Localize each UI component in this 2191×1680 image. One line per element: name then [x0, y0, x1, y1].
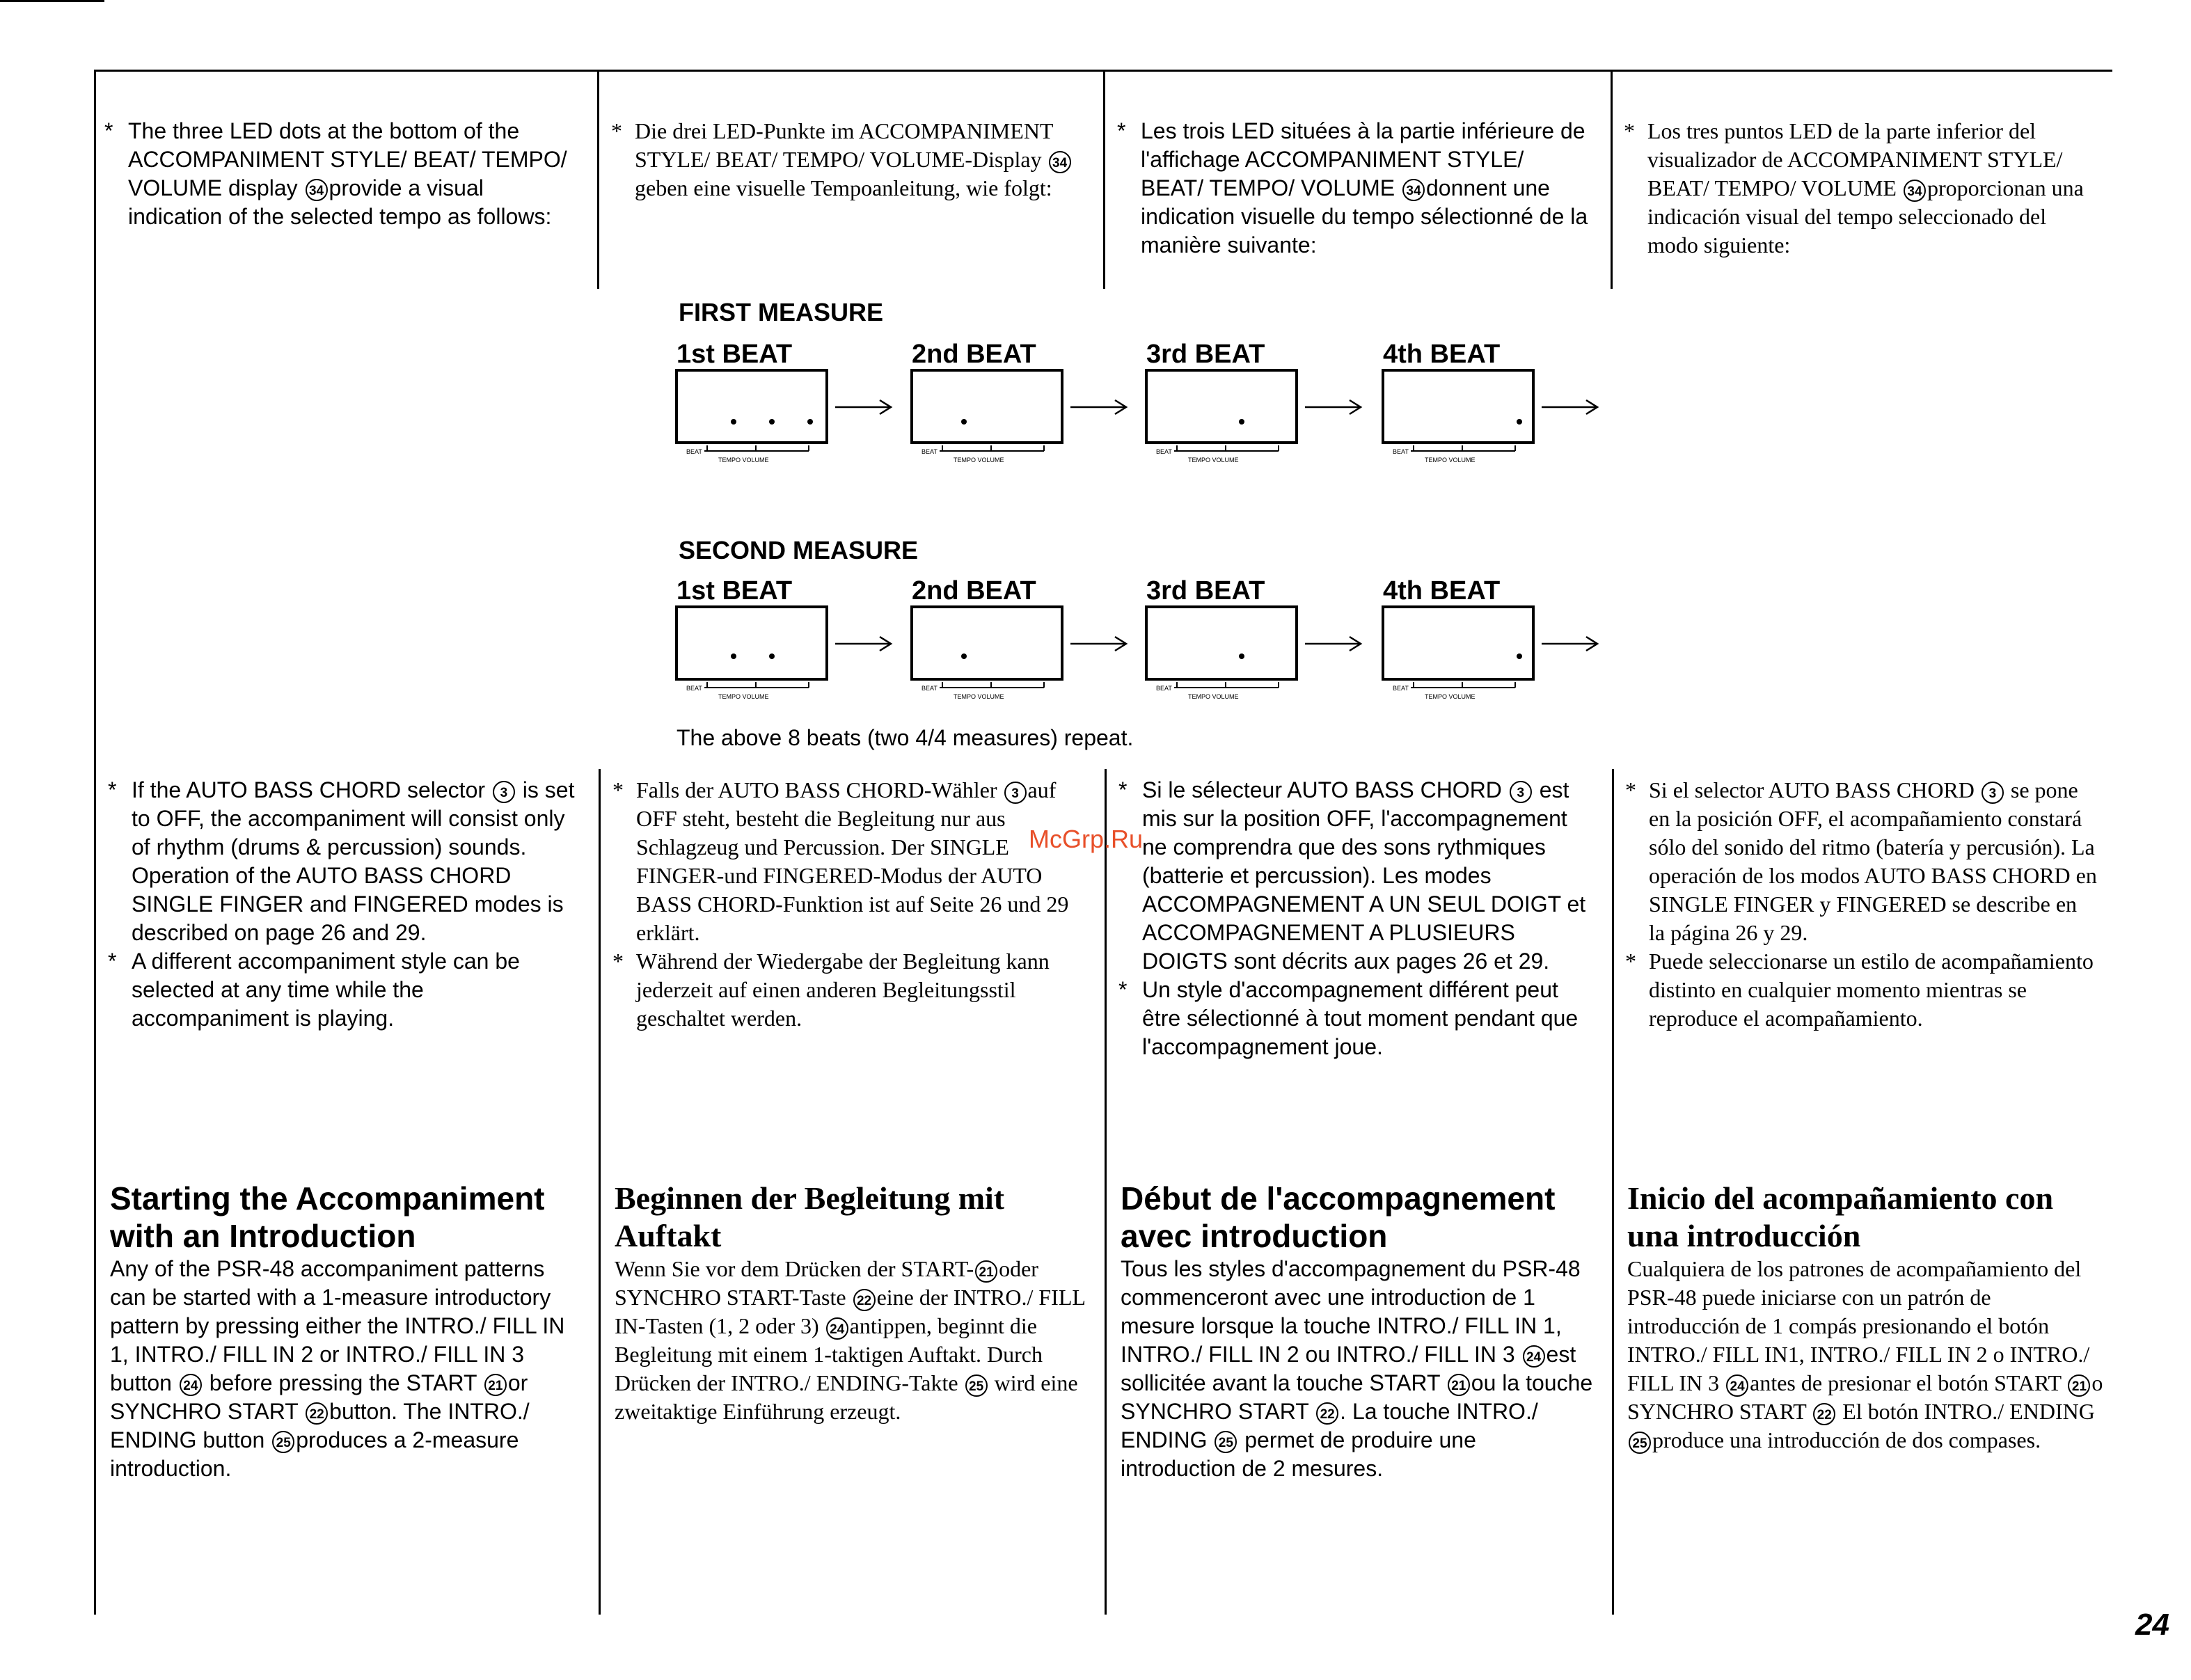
beat-label: 4th BEAT [1383, 576, 1501, 605]
divider-en-de-top [597, 70, 599, 289]
english-tempo-column [104, 117, 578, 231]
led-dot [731, 419, 736, 425]
next-beat-arrow-icon [834, 633, 893, 654]
spanish-abc-column [1625, 776, 2098, 1033]
french-intro-section [1121, 1180, 1594, 1483]
led-display-box [1145, 369, 1298, 444]
next-beat-arrow-icon [1304, 397, 1363, 418]
led-display-box [1382, 369, 1535, 444]
beat-tempo-scale [1393, 445, 1532, 466]
led-dot [769, 419, 775, 425]
english-tempo-bullet: * The three LED dots at the bottom of the ACCOMPANIMENT STYLE/ BEAT/ TEMPO/ VOLUME display 34 provide a visual indication of the selected tempo as follows: [104, 118, 567, 229]
left-margin-line [94, 70, 96, 1615]
german-intro-section [615, 1180, 1088, 1426]
svg-text:TEMPO VOLUME: TEMPO VOLUME [1425, 457, 1476, 463]
divider-de-fr-bottom [1105, 769, 1107, 1615]
french-intro-heading: Début de l'accompagnement avec introduction [1121, 1180, 1556, 1254]
french-abc-bullet: * Si le sélecteur AUTO BASS CHORD 3 est mis sur la position OFF, l'accompagnement ne comprendra que des sons rythmiques (batterie et percussion). Les modes ACCOMPAGNEMENT A UN SEUL DOIGT et ACCOMPAGNEMENT A PLUSIEURS DOIGTS sont décrits aux pages 26 et 29. [1118, 777, 1586, 974]
beat-tempo-scale [922, 682, 1061, 703]
next-beat-arrow-icon [1540, 633, 1599, 654]
divider-fr-es-bottom [1612, 769, 1614, 1615]
german-abc-bullet: * Falls der AUTO BASS CHORD-Wähler 3 auf OFF steht, besteht die Begleitung nur aus Schlagzeug und Percussion. Der SINGLE FINGER-und FINGERED-Modus der AUTO BASS CHORD-Funktion ist auf Seite 26 und 29 erklärt. [612, 777, 1069, 945]
beat-label: 1st BEAT [677, 340, 793, 369]
svg-text:BEAT: BEAT [1393, 448, 1409, 455]
english-abc-bullet: * If the AUTO BASS CHORD selector 3 is set to OFF, the accompaniment will consist only of rhythm (drums & percussion) sounds. Operation of the AUTO BASS CHORD SINGLE FINGER and FINGERED modes is described on page 26 and 29. [108, 777, 575, 945]
beat-tempo-scale [1393, 682, 1532, 703]
corner-mark [0, 0, 104, 2]
svg-text:BEAT: BEAT [1393, 685, 1409, 692]
svg-text:BEAT: BEAT [1156, 448, 1172, 455]
beat-tempo-scale [1156, 682, 1295, 703]
watermark: McGrp.Ru [1029, 825, 1144, 853]
next-beat-arrow-icon [1069, 397, 1128, 418]
french-style-bullet: * Un style d'accompagnement différent peut être sélectionné à tout moment pendant que l'accompagnement joue. [1118, 977, 1579, 1059]
beat-tempo-scale [686, 682, 825, 703]
german-style-bullet: * Während der Wiedergabe der Begleitung kann jederzeit auf einen anderen Begleitungsstil geschaltet werden. [612, 949, 1050, 1031]
beat-label: 3rd BEAT [1146, 576, 1265, 605]
led-display-box [1145, 605, 1298, 681]
beat-label: 4th BEAT [1383, 340, 1501, 369]
divider-de-fr-top [1103, 70, 1105, 289]
beat-label: 3rd BEAT [1146, 340, 1265, 369]
led-display-box [910, 369, 1063, 444]
french-abc-column [1118, 776, 1592, 1061]
german-intro-heading: Beginnen der Begleitung mit Auftakt [615, 1180, 1005, 1253]
beat-tempo-scale [1156, 445, 1295, 466]
beat-tempo-scale [922, 445, 1061, 466]
german-tempo-bullet: * Die drei LED-Punkte im ACCOMPANIMENT STYLE/ BEAT/ TEMPO/ VOLUME-Display 34geben eine visuelle Tempoanleitung, wie folgt: [611, 117, 1084, 203]
beat-tempo-scale [686, 445, 825, 466]
led-dot [1517, 419, 1522, 425]
led-display-box [910, 605, 1063, 681]
next-beat-arrow-icon [834, 397, 893, 418]
german-tempo-column [611, 117, 1084, 203]
led-display-box [675, 369, 828, 444]
french-intro-text: Tous les styles d'accompagnement du PSR-48 commenceront avec une introduction de 1 mesure lorsque la touche INTRO./ FILL IN 1, INTRO./ FILL IN 2 ou INTRO./ FILL IN 3 24 est sollicitée avant la touche START 21 ou la touche SYNCHRO START 22 . La touche INTRO./ ENDING 25 permet de produire une introduction de 2 mesures. [1121, 1256, 1593, 1481]
second-measure-label: SECOND MEASURE [679, 536, 919, 564]
led-dot [807, 419, 813, 425]
spanish-intro-heading: Inicio del acompañamiento con una introducción [1627, 1180, 2054, 1253]
next-beat-arrow-icon [1304, 633, 1363, 654]
led-dot [961, 419, 967, 425]
led-dot [1239, 419, 1244, 425]
spanish-abc-bullet: * Si el selector AUTO BASS CHORD 3 se pone en la posición OFF, el acompañamiento constará sólo del sonido del ritmo (batería y percusión). La operación de los modos AUTO BASS CHORD en SINGLE FINGER y FINGERED se describe en la página 26 y 29. [1625, 777, 2097, 945]
page-number: 24 [2135, 1608, 2169, 1642]
svg-text:BEAT: BEAT [922, 685, 938, 692]
beat-label: 2nd BEAT [912, 576, 1036, 605]
svg-text:TEMPO VOLUME: TEMPO VOLUME [718, 457, 769, 463]
spanish-intro-text: Cualquiera de los patrones de acompañamiento del PSR-48 puede iniciarse con un patrón de introducción de 1 compás presionando el botón INTRO./ FILL IN1, INTRO./ FILL IN 2 o INTRO./ FILL IN 3 24 antes de presionar el botón START 21 o SYNCHRO START 22 El botón INTRO./ ENDING 25 produce una introducción de dos compases. [1627, 1256, 2103, 1452]
svg-text:TEMPO VOLUME: TEMPO VOLUME [1188, 693, 1239, 700]
english-style-bullet: * A different accompaniment style can be selected at any time while the accompaniment is playing. [108, 949, 520, 1031]
svg-text:TEMPO VOLUME: TEMPO VOLUME [954, 457, 1004, 463]
led-display-box [1382, 605, 1535, 681]
english-abc-column [108, 776, 581, 1033]
english-intro-section [110, 1180, 576, 1483]
next-beat-arrow-icon [1069, 633, 1128, 654]
svg-text:BEAT: BEAT [686, 448, 702, 455]
svg-text:BEAT: BEAT [922, 448, 938, 455]
svg-text:BEAT: BEAT [686, 685, 702, 692]
svg-text:TEMPO VOLUME: TEMPO VOLUME [1188, 457, 1239, 463]
beat-label: 2nd BEAT [912, 340, 1036, 369]
led-display-box [675, 605, 828, 681]
svg-text:BEAT: BEAT [1156, 685, 1172, 692]
german-abc-column [612, 776, 1086, 1033]
first-measure-label: FIRST MEASURE [679, 298, 884, 326]
svg-text:TEMPO VOLUME: TEMPO VOLUME [954, 693, 1004, 700]
divider-en-de-bottom [599, 769, 601, 1615]
french-tempo-column [1117, 117, 1590, 260]
repeat-note: The above 8 beats (two 4/4 measures) repeat. [677, 725, 1134, 750]
french-tempo-bullet: * Les trois LED situées à la partie inférieure de l'affichage ACCOMPANIMENT STYLE/ BEAT/ TEMPO/ VOLUME 34 donnent une indication visuelle du tempo sélectionné de la manière suivante: [1117, 118, 1588, 257]
spanish-tempo-bullet: * Los tres puntos LED de la parte inferior del visualizador de ACCOMPANIMENT STYLE/ BEAT/ TEMPO/ VOLUME 34 proporcionan una indicación visual del tempo seleccionado del modo siguiente: [1624, 118, 2084, 257]
english-intro-heading: Starting the Accompaniment with an Introduction [110, 1180, 545, 1254]
english-intro-text: Any of the PSR-48 accompaniment patterns can be started with a 1-measure introductory pattern by pressing either the INTRO./ FILL IN 1, INTRO./ FILL IN 2 or INTRO./ FILL IN 3 button 24 before pressing the START 21 or SYNCHRO START 22 button. The INTRO./ ENDING button 25 produces a 2-measure introduction. [110, 1256, 565, 1481]
svg-text:TEMPO VOLUME: TEMPO VOLUME [718, 693, 769, 700]
divider-fr-es-top [1611, 70, 1613, 289]
beat-label: 1st BEAT [677, 576, 793, 605]
spanish-tempo-column [1624, 117, 2097, 260]
spanish-intro-section [1627, 1180, 2107, 1455]
next-beat-arrow-icon [1540, 397, 1599, 418]
svg-text:TEMPO VOLUME: TEMPO VOLUME [1425, 693, 1476, 700]
spanish-style-bullet: * Puede seleccionarse un estilo de acompañamiento distinto en cualquier momento mientras se reproduce el acompañamiento. [1625, 949, 2094, 1031]
german-intro-text: Wenn Sie vor dem Drücken der START- 21 oder SYNCHRO START-Taste 22 eine der INTRO./ FILL IN-Tasten (1, 2 oder 3) 24 antippen, beginnt die Begleitung mit einem 1-taktigen Auftakt. Durch Drücken der INTRO./ ENDING-Takte 25 wird eine zweitaktige Einführung erzeugt. [615, 1256, 1085, 1424]
